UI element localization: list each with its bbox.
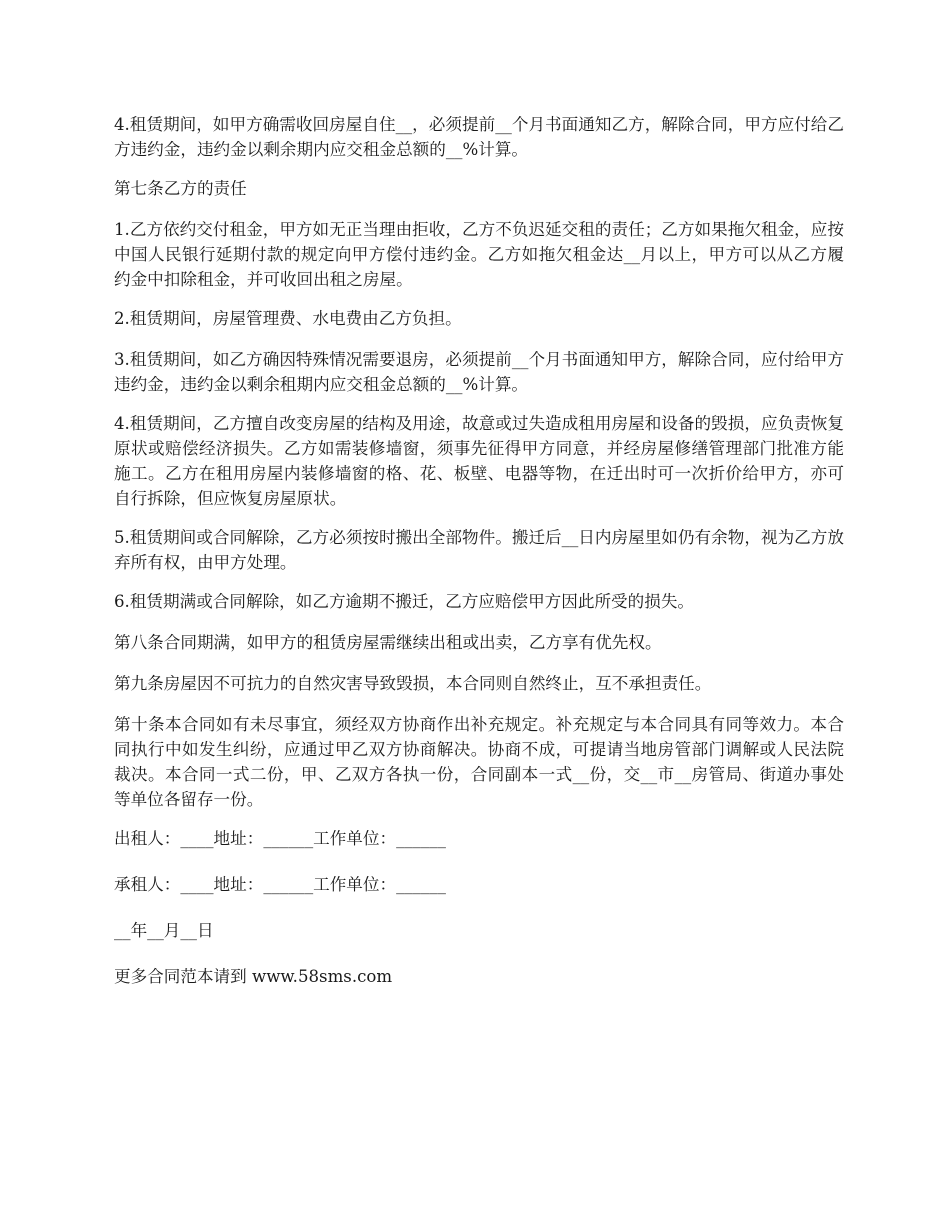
clause-7-item-3: 3.租赁期间，如乙方确因特殊情况需要退房，必须提前__个月书面通知甲方，解除合同，应付给甲方违约金，违约金以剩余租期内应交租金总额的__%计算。 [114,350,844,394]
article-7-heading: 第七条乙方的责任 [114,179,247,198]
article-8: 第八条合同期满，如甲方的租赁房屋需继续出租或出卖，乙方享有优先权。 [114,633,662,652]
article-10: 第十条本合同如有未尽事宜，须经双方协商作出补充规定。补充规定与本合同具有同等效力。本合同执行中如发生纠纷，应通过甲乙双方协商解决。协商不成，可提请当地房管部门调解或人民法院裁决。本合同一式二份，甲、乙双方各执一份，合同副本一式__份，交__市__房管局、街道办事处等单位各留存一份。 [114,715,844,809]
date-line: __年__月__日 [114,921,214,940]
article-9: 第九条房屋因不可抗力的自然灾害导致毁损，本合同则自然终止，互不承担责任。 [114,674,712,693]
document-body [114,112,844,989]
clause-6-item-4: 4.租赁期间，如甲方确需收回房屋自住__，必须提前__个月书面通知乙方，解除合同，甲方应付给乙方违约金，违约金以剩余期内应交租金总额的__%计算。 [114,115,844,159]
clause-7-item-4: 4.租赁期间，乙方擅自改变房屋的结构及用途，故意或过失造成租用房屋和设备的毁损，应负责恢复原状或赔偿经济损失。乙方如需装修墙窗，须事先征得甲方同意，并经房屋修缮管理部门批准方能施工。乙方在租用房屋内装修墙窗的格、花、板壁、电器等物，在迁出时可一次折价给甲方，亦可自行拆除，但应恢复房屋原状。 [114,414,844,508]
lessee-signature-line: 承租人：____地址：______工作单位：______ [114,875,446,894]
clause-7-item-2: 2.租赁期间，房屋管理费、水电费由乙方负担。 [114,309,462,328]
lessor-signature-line: 出租人：____地址：______工作单位：______ [114,829,446,848]
clause-7-item-1: 1.乙方依约交付租金，甲方如无正当理由拒收，乙方不负迟延交租的责任；乙方如果拖欠租金，应按中国人民银行延期付款的规定向甲方偿付违约金。乙方如拖欠租金达__月以上，甲方可以从乙方履约金中扣除租金，并可收回出租之房屋。 [114,220,844,289]
footer-promo-text: 更多合同范本请到 www.58sms.com [114,967,393,986]
clause-7-item-5: 5.租赁期间或合同解除，乙方必须按时搬出全部物件。搬迁后__日内房屋里如仍有余物，视为乙方放弃所有权，由甲方处理。 [114,528,844,572]
clause-7-item-6: 6.租赁期满或合同解除，如乙方逾期不搬迁，乙方应赔偿甲方因此所受的损失。 [114,592,695,611]
